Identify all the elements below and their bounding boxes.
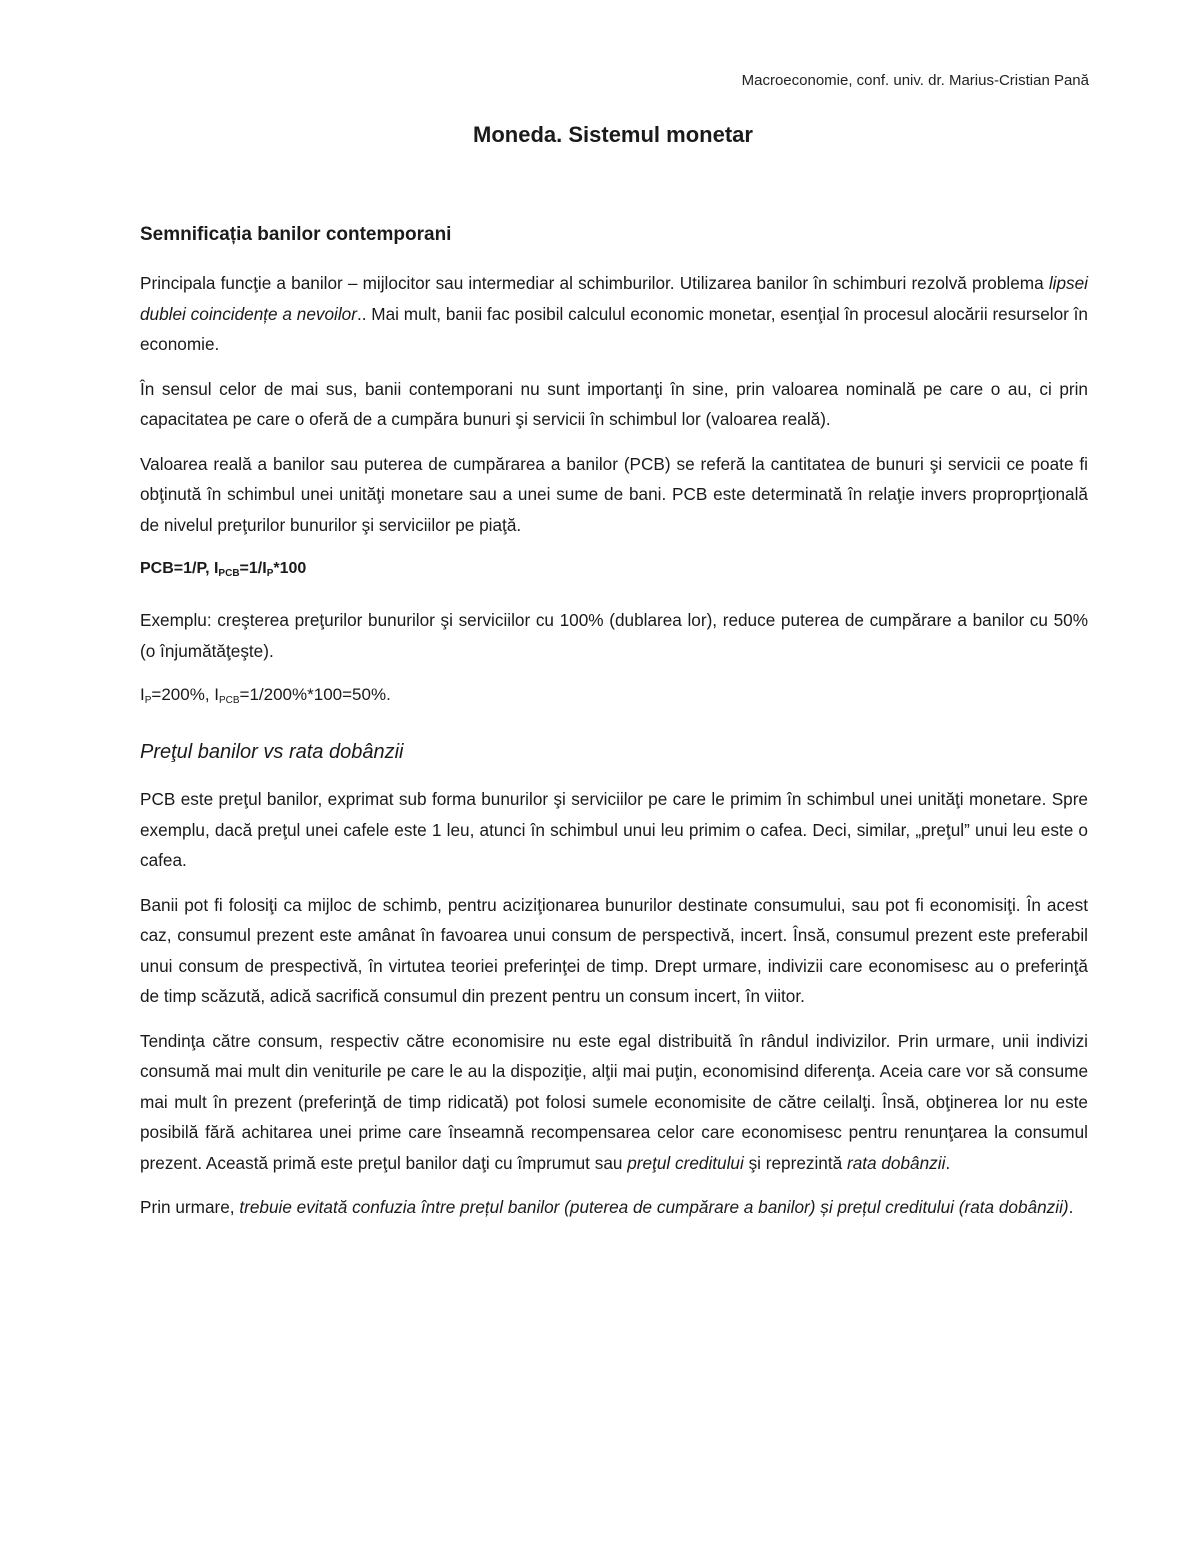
example-formula bbox=[140, 680, 1088, 716]
document-title: Moneda. Sistemul monetar bbox=[473, 122, 753, 147]
paragraph-italic-term: preţul creditului bbox=[627, 1152, 744, 1173]
paragraph-text: şi reprezintă bbox=[743, 1152, 847, 1173]
paragraph-text: . bbox=[1068, 1197, 1074, 1217]
paragraph-price-of-money: PCB este preţul banilor, exprimat sub forma bunurilor şi serviciilor pe care le primim în schimbul unei unităţi monetare. Spre exemplu, dacă preţul unei cafele este 1 leu, atunci în schimbul unui leu primim o cafea. Deci, similar, „preţul” unui leu este o cafea. bbox=[140, 789, 1088, 870]
paragraph-text: .. Mai mult, banii fac posibil calculul economic monetar, esenţial în procesul alocării resurselor în economie. bbox=[140, 303, 1088, 354]
paragraph-conclusion bbox=[140, 1192, 1088, 1223]
formula-subscript: P bbox=[144, 695, 152, 706]
paragraph-real-value: În sensul celor de mai sus, banii contemporani nu sunt importanţi în sine, prin valoarea nominală pe care o au, ci prin capacitatea pe care o oferă de a cumpăra bunuri şi servicii în schimbul lor (valoarea reală). bbox=[140, 378, 1088, 429]
paragraph-interest-rate bbox=[140, 1026, 1088, 1179]
paragraph-text: Principala funcţie a banilor – mijlocitor sau intermediar al schimburilor. Utilizarea banilor în schimburi rezolvă problema bbox=[140, 273, 1049, 293]
paragraph-italic-term: lipsei dublei coincidențe a nevoilor bbox=[140, 273, 1088, 324]
pcb-formula bbox=[140, 554, 1088, 589]
paragraph-purchasing-power: Valoarea reală a banilor sau puterea de cumpărarea a banilor (PCB) se referă la cantitatea de bunuri şi servicii ce poate fi obţinută în schimbul unei unităţi monetare sau a unei sume de bani. PCB este determinată în relaţie invers proproprţională de nivelul preţurilor bunurilor şi serviciilor pe piaţă. bbox=[140, 453, 1088, 535]
formula-part: PCB=1/P, I bbox=[140, 560, 219, 577]
paragraph-money-function bbox=[140, 268, 1088, 360]
paragraph-saving: Banii pot fi folosiţi ca mijloc de schimb, pentru aciziţionarea bunurilor destinate consumului, sau pot fi economisiţi. În acest caz, consumul prezent este amânat în favoarea unui consum de perspectivă, incert. Însă, consumul prezent este preferabil unui consum de prespectivă, în virtutea teoriei preferinţei de timp. Drept urmare, indivizii care economisesc au o preferinţă de timp scăzută, adică sacrifică consumul din prezent pentru un consum incert, în viitor. bbox=[140, 894, 1088, 1006]
paragraph-text: . bbox=[945, 1152, 951, 1173]
paragraph-italic-term: rata dobânzii bbox=[846, 1152, 946, 1173]
formula-part: =1/I bbox=[239, 560, 267, 577]
formula-part: =200%, I bbox=[151, 685, 219, 704]
running-header: Macroeconomie, conf. univ. dr. Marius-Cristian Pană bbox=[741, 72, 1089, 89]
section-heading: Semnificația banilor contemporani bbox=[140, 224, 452, 245]
paragraph-italic-term: trebuie evitată confuzia între prețul banilor (puterea de cumpărare a banilor) și prețul creditului (rata dobânzii) bbox=[239, 1197, 1069, 1217]
subheading-price-vs-interest: Preţul banilor vs rata dobânzii bbox=[140, 741, 404, 763]
formula-part: =1/200%*100=50%. bbox=[239, 685, 391, 704]
paragraph-example: Exemplu: creşterea preţurilor bunurilor şi serviciilor cu 100% (dublarea lor), reduce puterea de cumpărare a banilor cu 50% (o înjumătăţeşte). bbox=[140, 610, 1088, 661]
paragraph-text: Tendinţa către consum, respectiv către economisire nu este egal distribuită în rândul indivizilor. Prin urmare, unii indivizi consumă mai mult din veniturile pe care le au la dispoziţie, alţii mai puţin, economisind diferenţa. Aceia care vor să consume mai mult în prezent (preferinţă de timp ridicată) pot folosi sumele economisite de către ceilalţi. Însă, obţinerea lor nu este posibilă fără achitarea unei prime care înseamnă recompensarea celor care economisesc pentru renunţarea la consumul prezent. Această primă este preţul banilor daţi cu împrumut sau bbox=[140, 1030, 1088, 1173]
formula-subscript: PCB bbox=[218, 568, 240, 579]
document-body bbox=[140, 222, 1088, 1237]
paragraph-text: Prin urmare, bbox=[140, 1197, 240, 1217]
formula-subscript: P bbox=[266, 568, 274, 579]
formula-part: I bbox=[140, 685, 145, 704]
formula-subscript: PCB bbox=[218, 695, 240, 706]
formula-part: *100 bbox=[273, 560, 307, 577]
